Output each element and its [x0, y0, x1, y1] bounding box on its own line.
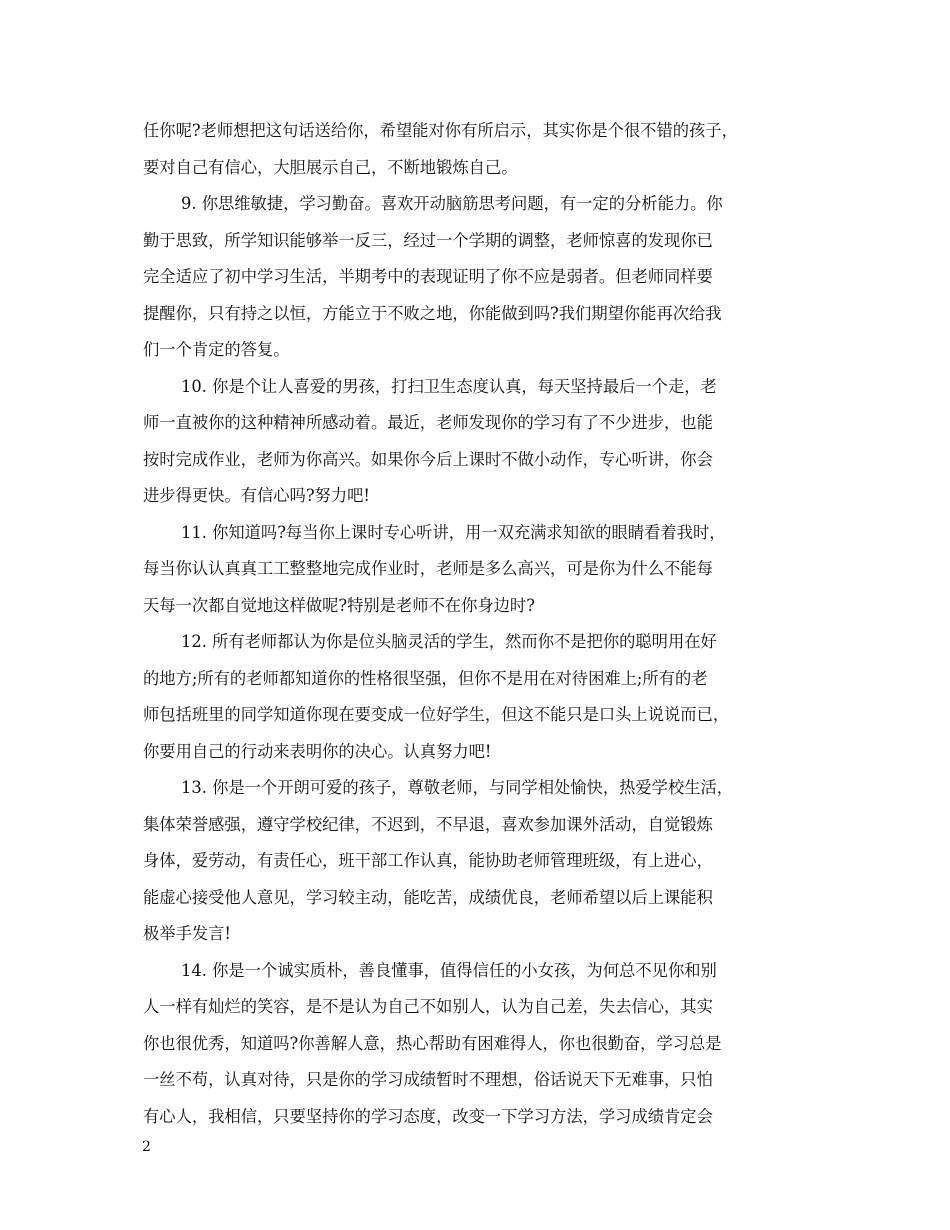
text-line: 天每一次都自觉地这样做呢?特别是老师不在你身边时?	[143, 595, 535, 615]
paragraph-first-line: 11. 你知道吗?每当你上课时专心听讲，用一双充满求知欲的眼睛看着我时，	[181, 522, 726, 542]
text-line: 一丝不苟，认真对待，只是你的学习成绩暂时不理想，俗话说天下无难事，只怕	[143, 1070, 713, 1089]
text-line: 人一样有灿烂的笑容，是不是认为自己不如别人，认为自己差，失去信心，其实	[143, 997, 713, 1016]
text-line: 师一直被你的这种精神所感动着。最近，老师发现你的学习有了不少进步，也能	[143, 413, 713, 432]
text-line: 要对自己有信心，大胆展示自己，不断地锻炼自己。	[143, 157, 518, 177]
text-line: 有心人，我相信，只要坚持你的学习态度，改变一下学习方法，学习成绩肯定会	[143, 1106, 713, 1126]
text-line: 你要用自己的行动来表明你的决心。认真努力吧!	[143, 741, 492, 761]
paragraph-first-line: 12. 所有老师都认为你是位头脑灵活的学生，然而你不是把你的聪明用在好	[181, 632, 717, 651]
text-line: 师包括班里的同学知道你现在要变成一位好学生，但这不能只是口头上说说而已，	[143, 705, 730, 724]
text-line: 的地方;所有的老师都知道你的性格很坚强，但你不是用在对待困难上;所有的老	[143, 668, 708, 688]
text-line: 极举手发言!	[143, 924, 231, 943]
text-line: 进步得更快。有信心吗?努力吧!	[143, 486, 370, 505]
paragraph-first-line: 9. 你思维敏捷，学习勤奋。喜欢开动脑筋思考问题，有一定的分析能力。你	[181, 194, 723, 213]
text-line: 身体，爱劳动，有责任心，班干部工作认真，能协助老师管理班级，有上进心，	[143, 851, 713, 870]
page-number: 2	[142, 1139, 151, 1155]
text-line: 能虚心接受他人意见，学习较主动，能吃苦，成绩优良，老师希望以后上课能积	[143, 887, 713, 907]
text-line: 任你呢?老师想把这句话送给你，希望能对你有所启示，其实你是个很不错的孩子，	[143, 121, 738, 140]
paragraph-first-line: 14. 你是一个诚实质朴，善良懂事，值得信任的小女孩，为何总不见你和别	[181, 960, 717, 980]
text-line: 每当你认认真真工工整整地完成作业时，老师是多么高兴，可是你为什么不能每	[143, 559, 713, 578]
text-line: 按时完成作业，老师为你高兴。如果你今后上课时不做小动作，专心听讲，你会	[143, 449, 713, 469]
paragraph-first-line: 10. 你是个让人喜爱的男孩，打扫卫生态度认真，每天坚持最后一个走，老	[181, 376, 717, 396]
document-body	[143, 113, 811, 1135]
text-line: 们一个肯定的答复。	[143, 340, 290, 359]
paragraph-first-line: 13. 你是一个开朗可爱的孩子，尊敬老师，与同学相处愉快，热爱学校生活，	[181, 778, 734, 797]
text-line: 完全适应了初中学习生活，半期考中的表现证明了你不应是弱者。但老师同样要	[143, 267, 713, 286]
text-line: 集体荣誉感强，遵守学校纪律，不迟到，不早退，喜欢参加课外活动，自觉锻炼	[143, 814, 713, 834]
text-line: 勤于思致，所学知识能够举一反三，经过一个学期的调整，老师惊喜的发现你已	[143, 230, 713, 250]
text-line: 提醒你，只有持之以恒，方能立于不败之地，你能做到吗?我们期望你能再次给我	[143, 303, 722, 323]
text-line: 你也很优秀，知道吗?你善解人意，热心帮助有困难得人，你也很勤奋，学习总是	[143, 1033, 722, 1053]
